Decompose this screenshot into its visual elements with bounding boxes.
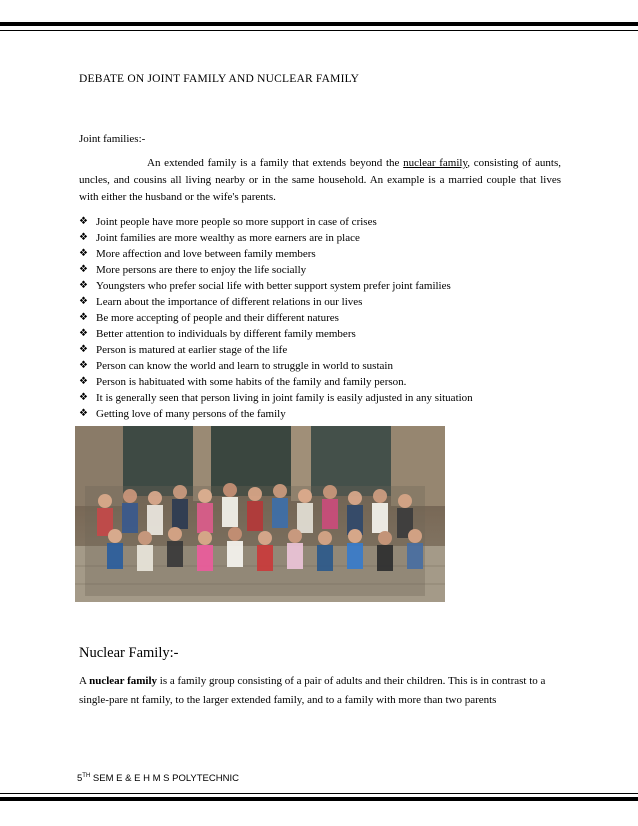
diamond-bullet-icon: ❖ (79, 376, 88, 387)
list-item-text: Getting love of many persons of the family (96, 408, 286, 420)
diamond-bullet-icon: ❖ (79, 344, 88, 355)
diamond-bullet-icon: ❖ (79, 328, 88, 339)
header-rule-thick (0, 22, 638, 26)
list-item-text: Youngsters who prefer social life with better support system prefer joint families (96, 280, 451, 292)
list-item (79, 406, 569, 422)
page-footer: 5TH SEM E & E H M S POLYTECHNIC (77, 773, 239, 785)
nuclear-family-term: nuclear family (89, 675, 158, 687)
list-item (79, 262, 569, 278)
list-item-text: Joint families are more wealthy as more earners are in place (96, 232, 360, 244)
joint-families-intro: An extended family is a family that extends beyond the nuclear family, consisting of aunts, uncles, and cousins all living nearby or in the same household. An example is a married couple that lives with either the husband or the wife's parents. (79, 157, 561, 203)
list-item-text: Learn about the importance of different relations in our lives (96, 296, 363, 308)
header-rule-thin (0, 30, 638, 31)
diamond-bullet-icon: ❖ (79, 392, 88, 403)
list-item-text: It is generally seen that person living in joint family is easily adjusted in any situation (96, 392, 473, 404)
list-item (79, 374, 569, 390)
list-item-text: Joint people have more people so more support in case of crises (96, 216, 377, 228)
nuclear-family-heading: Nuclear Family:- (79, 645, 179, 661)
diamond-bullet-icon: ❖ (79, 296, 88, 307)
family-group-photo (75, 426, 445, 602)
list-item (79, 294, 569, 310)
list-item (79, 358, 569, 374)
list-item (79, 246, 569, 262)
list-item-text: Person is matured at earlier stage of the life (96, 344, 288, 356)
diamond-bullet-icon: ❖ (79, 312, 88, 323)
list-item (79, 278, 569, 294)
nuclear-family-link[interactable]: nuclear family (403, 157, 468, 169)
diamond-bullet-icon: ❖ (79, 248, 88, 259)
nuclear-family-definition: A nuclear family is a family group consisting of a pair of adults and their children. This is in contrast to a single-pare nt family, to the larger extended family, and to a family with more than two parents (79, 675, 546, 706)
diamond-bullet-icon: ❖ (79, 360, 88, 371)
diamond-bullet-icon: ❖ (79, 280, 88, 291)
list-item (79, 326, 569, 342)
list-item (79, 214, 569, 230)
list-item-text: Be more accepting of people and their different natures (96, 312, 339, 324)
list-item (79, 230, 569, 246)
joint-families-heading: Joint families:- (79, 133, 146, 145)
diamond-bullet-icon: ❖ (79, 264, 88, 275)
list-item (79, 390, 569, 406)
list-item-text: More affection and love between family members (96, 248, 316, 260)
list-item (79, 310, 569, 326)
list-item-text: More persons are there to enjoy the life socially (96, 264, 307, 276)
diamond-bullet-icon: ❖ (79, 232, 88, 243)
list-item-text: Person can know the world and learn to struggle in world to sustain (96, 360, 393, 372)
page-title: DEBATE ON JOINT FAMILY AND NUCLEAR FAMILY (79, 73, 360, 85)
diamond-bullet-icon: ❖ (79, 216, 88, 227)
list-item-text: Person is habituated with some habits of the family and family person. (96, 376, 407, 388)
list-item (79, 342, 569, 358)
list-item-text: Better attention to individuals by different family members (96, 328, 356, 340)
footer-rule-thick (0, 797, 638, 801)
joint-family-benefits-list (79, 214, 569, 422)
family-photo-image (75, 426, 445, 602)
footer-rule-thin (0, 793, 638, 794)
diamond-bullet-icon: ❖ (79, 408, 88, 419)
